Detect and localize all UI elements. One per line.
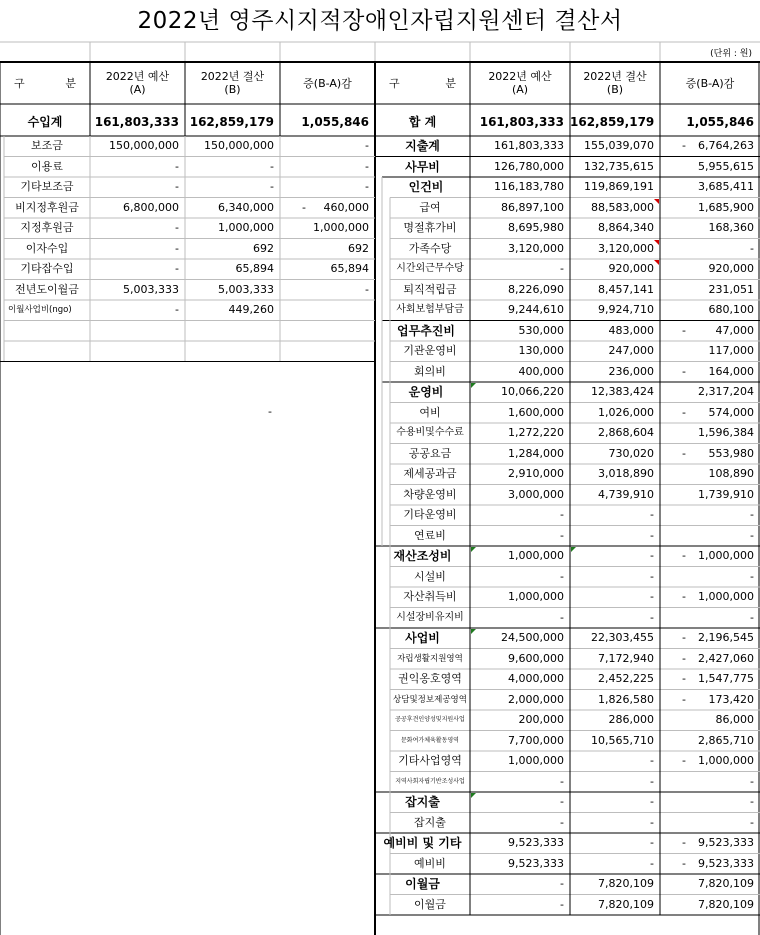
right-row-settle: 12,383,424 xyxy=(591,385,654,398)
right-row-diff: 117,000 xyxy=(708,344,754,357)
right-row-settle: 132,735,615 xyxy=(584,159,654,173)
comment-flag-icon xyxy=(654,199,659,204)
left-row-budget: - xyxy=(175,221,179,234)
left-total-budget: 161,803,333 xyxy=(94,115,179,129)
right-row-diff: 1,596,384 xyxy=(698,426,754,439)
right-row-diff: - xyxy=(750,241,754,255)
left-total-label: 수입계 xyxy=(27,115,63,129)
right-row-diff: 1,000,000 - xyxy=(660,546,760,567)
left-row-budget: 150,000,000 xyxy=(109,139,179,152)
right-row-budget: 116,183,780 xyxy=(494,180,564,193)
right-row-diff: - xyxy=(750,815,754,829)
negative-sign: - xyxy=(682,323,686,337)
right-row-settle: 7,172,940 xyxy=(598,651,654,665)
left-row-label: 비지정후원금 xyxy=(15,200,79,214)
left-row-budget: - xyxy=(175,262,179,275)
left-row-label: 기타잡수입 xyxy=(20,262,74,275)
right-row-budget: - xyxy=(560,795,564,808)
right-row-label: 자산취득비 xyxy=(403,590,457,603)
right-row-settle: - xyxy=(650,795,654,808)
negative-sign: - xyxy=(682,856,686,870)
left-total-diff: 1,055,846 xyxy=(301,115,369,129)
right-row-settle: - xyxy=(650,508,654,521)
left-row-budget: - xyxy=(175,303,179,316)
left-stray-dash: - xyxy=(268,405,272,418)
right-row-label: 퇴직적립금 xyxy=(403,282,457,296)
right-row-budget: 126,780,000 xyxy=(494,159,564,173)
negative-sign: - xyxy=(682,364,686,378)
right-row-settle: - xyxy=(650,754,654,767)
right-row-budget: 4,000,000 xyxy=(508,672,564,685)
right-row-diff: - xyxy=(750,528,754,542)
right-row-label: 시간외근무수당 xyxy=(396,263,464,274)
right-row-label: 공공요금 xyxy=(408,446,452,460)
left-row-diff: 1,000,000 xyxy=(313,221,369,234)
right-row-budget: 2,000,000 xyxy=(508,692,564,706)
right-row-budget: 9,600,000 xyxy=(508,651,564,665)
right-row-diff: - xyxy=(750,508,754,521)
right-row-label: 업무추진비 xyxy=(397,323,455,338)
right-row-diff: 1,000,000 - xyxy=(660,751,760,772)
right-row-diff: 2,317,204 xyxy=(698,385,754,398)
right-row-label: 시설장비유지비 xyxy=(396,611,464,623)
right-row-settle: 2,868,604 xyxy=(598,426,654,439)
left-row-diff: - xyxy=(365,159,369,173)
right-row-label: 재산조성비 xyxy=(393,549,452,563)
right-row-label: 상담및정보제공영역 xyxy=(393,694,467,705)
right-row-diff: 574,000 - xyxy=(660,403,760,424)
right-row-diff: 680,100 xyxy=(708,303,754,316)
right-row-diff: 3,685,411 xyxy=(698,180,754,193)
right-row-diff: 6,764,263 - xyxy=(660,136,760,157)
negative-sign: - xyxy=(302,200,306,214)
left-row-settle: 692 xyxy=(253,241,274,255)
right-row-budget: 8,226,090 xyxy=(508,282,564,296)
right-row-label: 잡지출 xyxy=(405,795,440,809)
header-diff-right: 증(B-A)감 xyxy=(685,76,735,90)
right-row-budget: - xyxy=(560,262,564,275)
header-gubun-char: 구 xyxy=(389,76,400,90)
left-row-diff: - xyxy=(365,180,369,193)
right-row-budget: 86,897,100 xyxy=(501,200,564,214)
negative-sign: - xyxy=(682,631,686,644)
left-row-diff xyxy=(280,300,375,321)
comment-flag-icon xyxy=(654,260,659,265)
formula-flag-icon xyxy=(471,793,476,798)
right-row-diff: 1,000,000 - xyxy=(660,587,760,608)
header-gubun-right xyxy=(375,62,470,104)
right-total-diff: 1,055,846 xyxy=(686,115,754,129)
right-row-label: 이월금 xyxy=(405,877,440,891)
right-total-label: 합 계 xyxy=(408,115,437,129)
right-row-settle: - xyxy=(650,528,654,542)
left-row-budget: 6,800,000 xyxy=(123,200,179,214)
left-row-budget xyxy=(90,341,185,362)
right-total-settle: 162,859,179 xyxy=(570,115,655,129)
right-row-label: 기타사업영역 xyxy=(398,754,462,767)
right-row-budget: 1,000,000 xyxy=(508,754,564,767)
left-row-settle: - xyxy=(270,180,274,193)
right-row-label: 지출계 xyxy=(405,139,440,153)
right-row-budget: - xyxy=(560,897,564,911)
right-total-budget: 161,803,333 xyxy=(479,115,564,129)
right-row-diff: 2,865,710 xyxy=(698,733,754,747)
right-row-budget: 200,000 xyxy=(518,713,564,726)
right-row-budget: 9,523,333 xyxy=(508,836,564,849)
right-row-budget: 1,284,000 xyxy=(508,446,564,460)
right-row-budget: - xyxy=(560,528,564,542)
left-row-settle: 1,000,000 xyxy=(218,221,274,234)
right-row-budget: 130,000 xyxy=(518,344,564,357)
right-row-label: 기타운영비 xyxy=(403,508,457,521)
left-row-settle: 65,894 xyxy=(235,262,274,275)
right-row-label: 예비비 xyxy=(414,856,446,870)
negative-sign: - xyxy=(682,651,686,665)
right-row-budget: - xyxy=(560,815,564,829)
right-row-diff: 7,820,109 xyxy=(698,877,754,890)
right-row-budget: 7,700,000 xyxy=(508,733,564,747)
right-row-settle: 920,000 xyxy=(608,262,654,275)
right-row-settle: - xyxy=(650,549,654,562)
right-row-diff: 2,427,060 - xyxy=(660,649,760,670)
formula-flag-icon xyxy=(471,547,476,552)
right-row-label: 수용비및수수료 xyxy=(396,427,464,438)
left-row-diff xyxy=(280,341,375,362)
right-row-settle: - xyxy=(650,836,654,849)
right-row-settle: 88,583,000 xyxy=(591,200,654,214)
negative-sign: - xyxy=(682,692,686,706)
left-row-settle xyxy=(185,321,280,342)
right-row-settle: 730,020 xyxy=(608,446,654,460)
left-row-settle: 6,340,000 xyxy=(218,200,274,214)
right-row-settle: 2,452,225 xyxy=(598,672,654,685)
right-row-settle: 236,000 xyxy=(608,364,654,378)
right-row-settle: 286,000 xyxy=(608,713,654,726)
right-row-label: 시설비 xyxy=(414,569,446,583)
header-gubun-char: 분 xyxy=(445,76,456,90)
right-row-budget: 1,272,220 xyxy=(508,426,564,439)
right-row-budget: 10,066,220 xyxy=(501,385,564,398)
header-budget-right: 2022년 예산 (A) xyxy=(488,70,552,96)
right-row-label: 예비비 및 기타 xyxy=(383,836,462,850)
right-row-budget: 24,500,000 xyxy=(501,631,564,644)
right-row-label: 기관운영비 xyxy=(403,344,457,357)
right-row-settle: - xyxy=(650,590,654,603)
right-row-budget: 400,000 xyxy=(518,364,564,378)
header-budget-left: 2022년 예산 (A) xyxy=(105,70,170,96)
right-row-settle: 10,565,710 xyxy=(591,733,654,747)
left-row-diff xyxy=(280,321,375,342)
page-title: 2022년 영주시지적장애인자립지원센터 결산서 xyxy=(137,8,623,34)
negative-sign: - xyxy=(682,836,686,849)
right-row-settle: - xyxy=(650,774,654,788)
right-row-label: 연료비 xyxy=(414,528,446,542)
right-row-settle: - xyxy=(650,856,654,870)
right-row-budget: - xyxy=(560,610,564,624)
left-row-settle: - xyxy=(270,159,274,173)
right-row-budget: 1,000,000 xyxy=(508,590,564,603)
right-row-settle: 155,039,070 xyxy=(584,139,654,152)
right-row-budget: 1,000,000 xyxy=(508,549,564,562)
right-row-budget: 3,120,000 xyxy=(508,241,564,255)
right-row-label: 가족수당 xyxy=(408,241,452,255)
negative-sign: - xyxy=(682,754,686,767)
right-row-settle: 1,826,580 xyxy=(598,692,654,706)
right-row-diff: 231,051 xyxy=(708,282,754,296)
right-row-diff: 173,420 - xyxy=(660,690,760,711)
right-row-budget: 530,000 xyxy=(518,323,564,337)
right-row-diff: 86,000 xyxy=(715,713,754,726)
right-row-budget: 161,803,333 xyxy=(494,139,564,152)
right-row-label: 인건비 xyxy=(408,180,444,194)
right-row-budget: - xyxy=(560,774,564,788)
right-row-label: 사회보험부담금 xyxy=(396,304,464,315)
right-row-diff: 1,739,910 xyxy=(698,487,754,501)
right-row-diff: 108,890 xyxy=(708,467,754,480)
header-gubun-char: 분 xyxy=(65,76,76,90)
right-row-budget: 1,600,000 xyxy=(508,405,564,419)
right-row-diff: - xyxy=(750,795,754,808)
right-row-settle: 3,018,890 xyxy=(598,467,654,480)
right-row-diff: 5,955,615 xyxy=(698,159,754,173)
right-row-diff: 7,820,109 xyxy=(698,897,754,911)
left-row-label xyxy=(4,321,90,342)
left-row-budget: - xyxy=(175,159,179,173)
right-row-budget: 9,244,610 xyxy=(508,303,564,316)
right-row-diff: - xyxy=(750,610,754,624)
right-row-budget: - xyxy=(560,877,564,890)
right-row-diff: 920,000 xyxy=(708,262,754,275)
negative-sign: - xyxy=(682,590,686,603)
formula-flag-icon xyxy=(571,547,576,552)
right-row-settle: - xyxy=(650,815,654,829)
right-row-budget: 8,695,980 xyxy=(508,221,564,234)
left-row-budget xyxy=(90,321,185,342)
right-row-settle: 1,026,000 xyxy=(598,405,654,419)
right-row-diff: 47,000 - xyxy=(660,321,760,342)
right-row-label: 차량운영비 xyxy=(403,487,457,501)
right-row-label: 공공후견인양성및지원사업 xyxy=(395,716,465,723)
right-row-diff: 1,547,775 - xyxy=(660,669,760,690)
left-row-label: 전년도이월금 xyxy=(15,282,79,296)
left-row-diff: - xyxy=(365,282,369,296)
right-row-label: 사무비 xyxy=(405,159,440,174)
negative-sign: - xyxy=(682,549,686,562)
right-row-diff: 1,685,900 xyxy=(698,200,754,214)
right-row-settle: 4,739,910 xyxy=(598,487,654,501)
right-row-budget: - xyxy=(560,569,564,583)
right-row-label: 운영비 xyxy=(408,385,444,399)
right-row-settle: 483,000 xyxy=(608,323,654,337)
left-row-label xyxy=(4,341,90,362)
left-row-settle xyxy=(185,341,280,362)
header-gubun-left xyxy=(0,62,90,104)
left-row-label: 이용료 xyxy=(31,159,63,173)
right-row-label: 명절휴가비 xyxy=(403,221,457,234)
right-row-budget: 9,523,333 xyxy=(508,856,564,870)
right-row-label: 사업비 xyxy=(405,631,440,645)
right-row-label: 여비 xyxy=(419,405,441,419)
left-row-diff: 460,000 - xyxy=(280,198,375,219)
unit-label: (단위 : 원) xyxy=(710,49,752,59)
comment-flag-icon xyxy=(654,240,659,245)
right-row-label: 이월금 xyxy=(414,897,446,911)
right-row-budget: 2,910,000 xyxy=(508,467,564,480)
right-row-label: 잡지출 xyxy=(414,815,446,829)
right-row-settle: - xyxy=(650,610,654,624)
right-row-settle: 22,303,455 xyxy=(591,631,654,644)
header-gubun-char: 구 xyxy=(14,76,25,90)
left-row-label: 이자수입 xyxy=(25,241,69,255)
formula-flag-icon xyxy=(471,629,476,634)
formula-flag-icon xyxy=(471,383,476,388)
left-total-settle: 162,859,179 xyxy=(189,115,274,129)
left-row-diff: - xyxy=(365,139,369,152)
right-row-label: 지역사회자립기반조성사업 xyxy=(395,777,465,785)
left-row-label: 지정후원금 xyxy=(20,221,74,234)
negative-sign: - xyxy=(682,672,686,685)
right-row-budget: - xyxy=(560,508,564,521)
right-row-settle: 7,820,109 xyxy=(598,877,654,890)
right-row-label: 권익옹호영역 xyxy=(398,672,462,685)
left-row-diff: 692 xyxy=(348,241,369,255)
header-diff-left: 증(B-A)감 xyxy=(303,76,352,90)
left-row-budget: 5,003,333 xyxy=(123,282,179,296)
left-row-budget: - xyxy=(175,180,179,193)
header-settle-left: 2022년 결산 (B) xyxy=(200,70,265,96)
right-row-settle: 9,924,710 xyxy=(598,303,654,316)
right-row-settle: - xyxy=(650,569,654,583)
left-row-settle: 449,260 xyxy=(228,303,274,316)
negative-sign: - xyxy=(682,405,686,419)
left-row-settle: 5,003,333 xyxy=(218,282,274,296)
right-row-label: 제세공과금 xyxy=(403,467,457,480)
right-row-diff: 164,000 - xyxy=(660,362,760,383)
right-row-settle: 247,000 xyxy=(608,344,654,357)
right-row-settle: 8,864,340 xyxy=(598,221,654,234)
right-row-settle: 3,120,000 xyxy=(598,241,654,255)
right-row-diff: 168,360 xyxy=(708,221,754,234)
right-row-budget: 3,000,000 xyxy=(508,487,564,501)
right-row-settle: 8,457,141 xyxy=(598,282,654,296)
right-row-diff: 553,980 - xyxy=(660,444,760,465)
right-row-label: 급여 xyxy=(419,200,441,214)
left-row-budget: - xyxy=(175,241,179,255)
right-row-diff: 9,523,333 - xyxy=(660,833,760,854)
negative-sign: - xyxy=(682,139,686,152)
left-row-label: 기타보조금 xyxy=(20,180,74,193)
left-row-label: 이월사업비(ngo) xyxy=(8,305,72,315)
right-row-label: 자립생활지원영역 xyxy=(397,653,463,664)
header-settle-right: 2022년 결산 (B) xyxy=(583,70,647,96)
left-row-label: 보조금 xyxy=(31,139,63,152)
right-row-label: 회의비 xyxy=(414,364,446,378)
right-row-diff: - xyxy=(750,774,754,788)
left-row-diff: 65,894 xyxy=(330,262,369,275)
left-row-settle: 150,000,000 xyxy=(204,139,274,152)
right-row-diff: - xyxy=(750,569,754,583)
right-row-diff: 2,196,545 - xyxy=(660,628,760,649)
right-row-label: 문화여가체육활동영역 xyxy=(401,736,459,744)
right-row-diff: 9,523,333 - xyxy=(660,854,760,875)
right-row-settle: 7,820,109 xyxy=(598,897,654,911)
negative-sign: - xyxy=(682,446,686,460)
right-row-settle: 119,869,191 xyxy=(584,180,654,193)
